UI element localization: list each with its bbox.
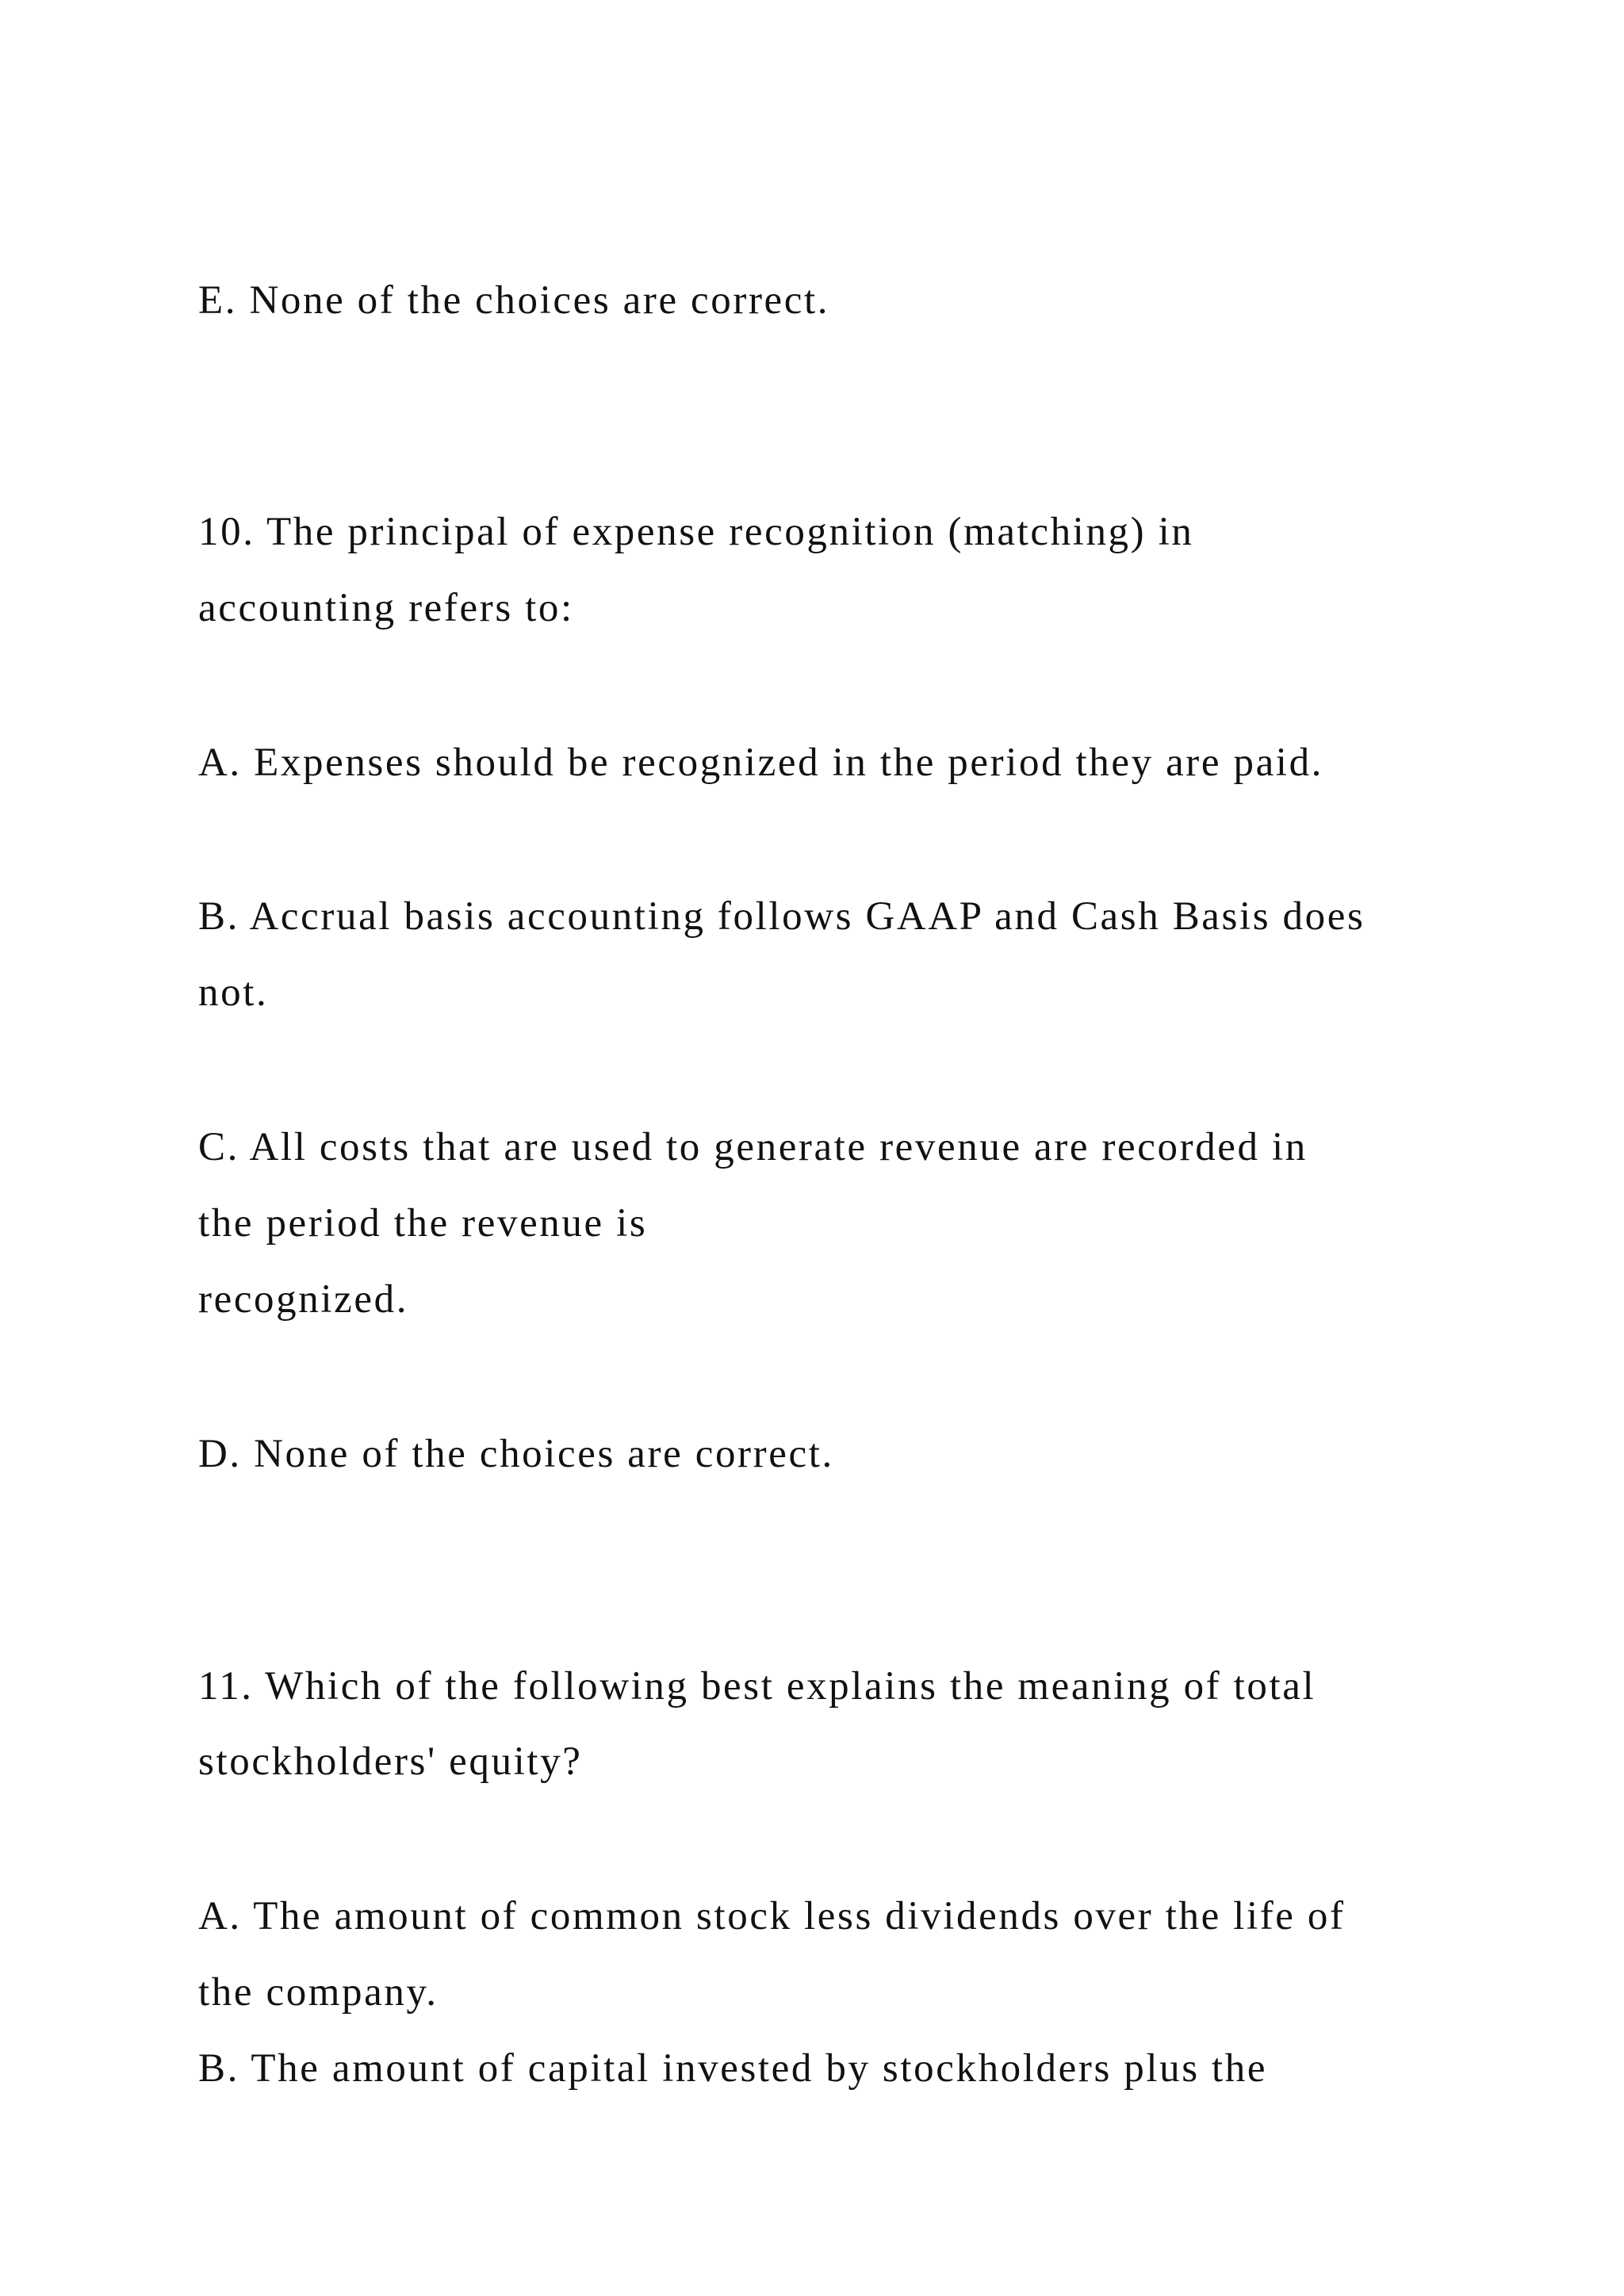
- q9-choice-e: E. None of the choices are correct.: [198, 278, 830, 323]
- q10-choice-a: A. Expenses should be recognized in the period they are paid.: [198, 740, 1324, 785]
- q11-choice-b-line-1: B. The amount of capital invested by stockholders plus the: [198, 2046, 1268, 2091]
- q10-choice-d: D. None of the choices are correct.: [198, 1432, 834, 1476]
- q10-choice-c-line-3: recognized.: [198, 1277, 409, 1322]
- q11-stem-line-1: 11. Which of the following best explains the meaning of total: [198, 1664, 1316, 1709]
- q10-choice-b-line-1: B. Accrual basis accounting follows GAAP and Cash Basis does: [198, 894, 1365, 939]
- q10-stem-line-1: 10. The principal of expense recognition (matching) in: [198, 510, 1194, 554]
- q10-choice-c-line-1: C. All costs that are used to generate revenue are recorded in: [198, 1125, 1308, 1169]
- q11-choice-a-line-2: the company.: [198, 1970, 439, 2015]
- q10-choice-c-line-2: the period the revenue is: [198, 1201, 648, 1246]
- q11-choice-a-line-1: A. The amount of common stock less dividends over the life of: [198, 1894, 1346, 1938]
- q10-choice-b-line-2: not.: [198, 970, 269, 1015]
- q11-stem-line-2: stockholders' equity?: [198, 1739, 583, 1784]
- q10-stem-line-2: accounting refers to:: [198, 586, 574, 630]
